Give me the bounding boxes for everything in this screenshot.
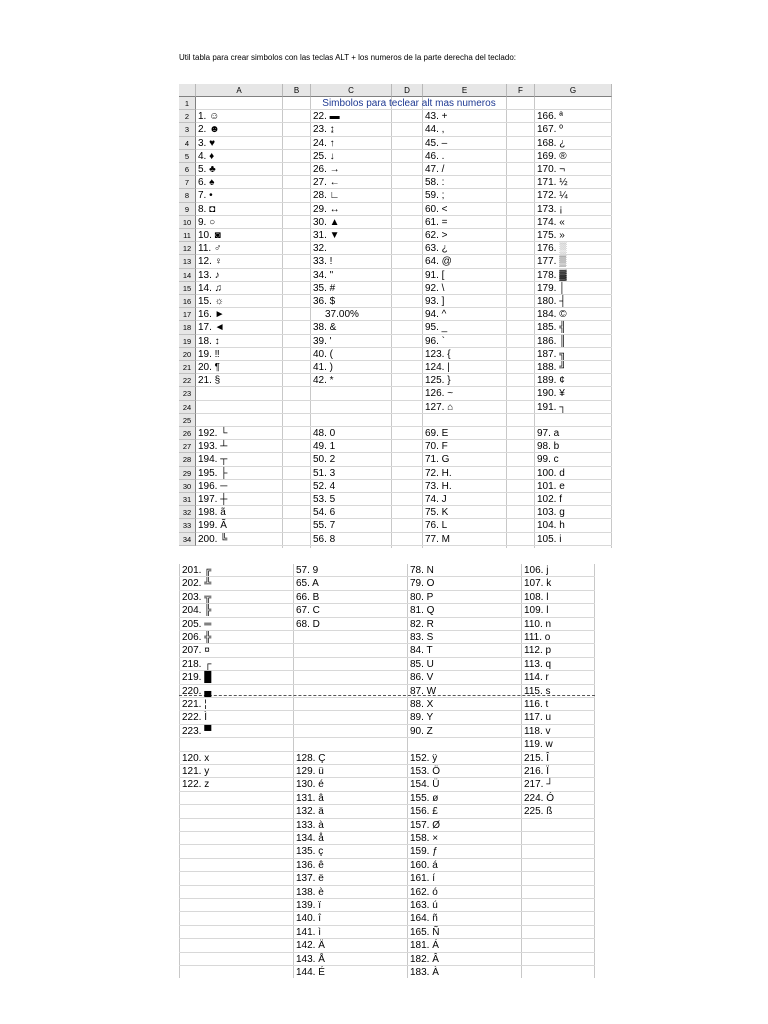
cell-c-3[interactable]: 23. ↨ (313, 124, 335, 136)
cell-g-30[interactable]: 101. e (537, 480, 565, 492)
cell-g-28[interactable]: 99. c (537, 454, 559, 466)
cell-a-10[interactable]: 9. ○ (198, 216, 216, 228)
cell-g-14[interactable]: 178. ▓ (537, 269, 567, 281)
cell-a-30[interactable]: 196. ─ (198, 480, 228, 492)
cell-col3-29[interactable]: 181. Á (410, 940, 439, 952)
row-header-19[interactable]: 19 (179, 335, 196, 348)
cell-c-18[interactable]: 38. & (313, 322, 337, 334)
cell-a-6[interactable]: 5. ♣ (198, 164, 216, 175)
cell-col2-20[interactable]: 133. à (296, 819, 324, 831)
cell-e-17[interactable]: 94. ^ (425, 309, 447, 321)
cell-c-9[interactable]: 29. ↔ (313, 203, 340, 215)
cell-c-4[interactable]: 24. ↑ (313, 137, 335, 149)
cell-a-33[interactable]: 199. Ã (198, 520, 227, 532)
cell-g-34[interactable]: 105. i (537, 533, 562, 545)
row-header-32[interactable]: 32 (179, 506, 196, 519)
cell-a-21[interactable]: 20. ¶ (198, 362, 221, 373)
cell-col2-31[interactable]: 144. É (296, 967, 325, 978)
cell-g-9[interactable]: 173. ¡ (537, 203, 563, 215)
cell-col1-6[interactable]: 206. ╬ (182, 632, 212, 643)
cell-e-21[interactable]: 124. | (425, 362, 450, 373)
cell-col4-8[interactable]: 113. q (524, 658, 552, 670)
row-header-17[interactable]: 17 (179, 308, 196, 321)
grid-row-line (179, 898, 595, 899)
cell-col3-26[interactable]: 163. ú (410, 900, 438, 911)
row-header-20[interactable]: 20 (179, 348, 196, 361)
cell-col3-4[interactable]: 81. Q (410, 605, 435, 617)
cell-col3-2[interactable]: 79. O (410, 578, 435, 590)
cell-c-26[interactable]: 48. 0 (313, 428, 336, 439)
row-header-30[interactable]: 30 (179, 480, 196, 493)
cell-col1-15[interactable]: 120. x (182, 752, 210, 764)
cell-g-7[interactable]: 171. ½ (537, 177, 568, 189)
cell-e-20[interactable]: 123. { (425, 348, 451, 360)
cell-a-20[interactable]: 19. ‼ (198, 348, 220, 360)
cell-a-29[interactable]: 195. ├ (198, 467, 228, 479)
cell-e-32[interactable]: 75. K (425, 507, 449, 519)
column-header-d[interactable]: D (392, 84, 423, 97)
row-header-27[interactable]: 27 (179, 440, 196, 453)
grid-row-line (179, 831, 595, 832)
cell-e-19[interactable]: 96. ` (425, 335, 446, 347)
cell-col2-17[interactable]: 130. é (296, 779, 324, 791)
row-header-2[interactable]: 2 (179, 110, 196, 123)
cell-col4-2[interactable]: 107. k (524, 578, 552, 590)
cell-g-5[interactable]: 169. ® (537, 150, 567, 162)
cell-col1-13[interactable]: 223. ▀ (182, 725, 212, 737)
cell-col3-15[interactable]: 152. ÿ (410, 752, 438, 764)
cell-g-13[interactable]: 177. ▒ (537, 256, 567, 268)
cell-e-29[interactable]: 72. H. (425, 467, 452, 479)
cell-col4-10[interactable]: 115. s (524, 685, 551, 697)
cell-col3-21[interactable]: 158. × (410, 833, 439, 844)
cell-c-7[interactable]: 27. ← (313, 177, 340, 189)
row-header-4[interactable]: 4 (179, 137, 196, 150)
cell-col3-13[interactable]: 90. Z (410, 725, 433, 737)
row-header-9[interactable]: 9 (179, 203, 196, 216)
cell-g-31[interactable]: 102. f (537, 494, 563, 505)
column-header-c[interactable]: C (311, 84, 392, 97)
cell-col4-7[interactable]: 112. p (524, 645, 552, 657)
cell-col2-29[interactable]: 142. Ä (296, 940, 325, 952)
cell-col3-10[interactable]: 87. W (410, 685, 437, 697)
cell-col4-4[interactable]: 109. l (524, 605, 549, 617)
row-header-16[interactable]: 16 (179, 295, 196, 308)
cell-col2-27[interactable]: 140. î (296, 913, 322, 925)
cell-e-6[interactable]: 47. / (425, 164, 445, 175)
cell-col4-9[interactable]: 114. r (524, 672, 549, 684)
spreadsheet-top (179, 84, 612, 548)
cell-col3-27[interactable]: 164. ñ (410, 913, 438, 925)
cell-c-15[interactable]: 35. # (313, 282, 336, 294)
cell-e-22[interactable]: 125. } (425, 375, 451, 387)
cell-col3-23[interactable]: 160. á (410, 859, 438, 871)
grid-row-line (179, 858, 595, 859)
cell-col2-2[interactable]: 65. A (296, 578, 319, 590)
grid-row-line (179, 965, 595, 966)
cell-a-11[interactable]: 10. ◙ (198, 230, 221, 241)
cell-c-29[interactable]: 51. 3 (313, 467, 336, 479)
cell-col1-17[interactable]: 122. z (182, 779, 210, 791)
cell-col3-5[interactable]: 82. R (410, 618, 434, 630)
cell-e-2[interactable]: 43. + (425, 111, 448, 123)
cell-col2-15[interactable]: 128. Ç (296, 752, 326, 764)
cell-e-10[interactable]: 61. = (425, 216, 448, 228)
cell-e-8[interactable]: 59. ; (425, 190, 445, 202)
cell-e-12[interactable]: 63. ¿ (425, 243, 448, 255)
cell-col3-18[interactable]: 155. ø (410, 792, 439, 804)
cell-c-34[interactable]: 56. 8 (313, 533, 336, 545)
cell-col4-1[interactable]: 106. j (524, 565, 549, 576)
grid-row-line (179, 938, 595, 939)
column-header-b[interactable]: B (283, 84, 311, 97)
row-header-12[interactable]: 12 (179, 242, 196, 255)
row-header-8[interactable]: 8 (179, 189, 196, 202)
cell-e-33[interactable]: 76. L (425, 520, 448, 532)
cell-col4-6[interactable]: 111. o (524, 632, 551, 643)
row-header-1[interactable]: 1 (179, 97, 196, 110)
caption: Util tabla para crear simbolos con las teclas ALT + los numeros de la parte derecha del teclado: (179, 53, 516, 62)
cell-a-14[interactable]: 13. ♪ (198, 269, 220, 281)
cell-c-16[interactable]: 36. $ (313, 296, 336, 307)
row-header-5[interactable]: 5 (179, 150, 196, 163)
cell-a-4[interactable]: 3. ♥ (198, 137, 216, 149)
cell-a-7[interactable]: 6. ♠ (198, 177, 215, 189)
cell-c-28[interactable]: 50. 2 (313, 454, 336, 466)
cell-g-19[interactable]: 186. ║ (537, 335, 567, 347)
grid-row-line (179, 844, 595, 845)
cell-e-30[interactable]: 73. H. (425, 480, 452, 492)
cell-col3-17[interactable]: 154. Ü (410, 779, 440, 791)
cell-col3-28[interactable]: 165. Ñ (410, 926, 440, 938)
cell-col4-5[interactable]: 110. n (524, 618, 552, 630)
cell-c-21[interactable]: 41. ) (313, 362, 334, 373)
grid-row-line (179, 871, 595, 872)
cell-col2-25[interactable]: 138. è (296, 886, 324, 898)
cell-g-32[interactable]: 103. g (537, 507, 565, 519)
cell-col2-3[interactable]: 66. B (296, 591, 320, 603)
row-header-21[interactable]: 21 (179, 361, 196, 374)
cell-c-17[interactable]: 37.00% (325, 309, 359, 321)
cell-col4-13[interactable]: 118. v (524, 725, 551, 737)
cell-col4-12[interactable]: 117. u (524, 712, 552, 724)
cell-col2-5[interactable]: 68. D (296, 618, 320, 630)
cell-a-12[interactable]: 11. ♂ (198, 243, 222, 255)
cell-a-22[interactable]: 21. § (198, 375, 221, 387)
cell-col3-7[interactable]: 84. T (410, 645, 433, 657)
cell-col2-21[interactable]: 134. å (296, 833, 324, 844)
cell-g-2[interactable]: 166. ª (537, 111, 563, 123)
cell-col1-10[interactable]: 220. ▄ (182, 685, 212, 697)
row-header-6[interactable]: 6 (179, 163, 196, 176)
cell-col3-3[interactable]: 80. P (410, 591, 434, 603)
cell-col1-12[interactable]: 222. Ì (182, 712, 208, 724)
cell-g-20[interactable]: 187. ╗ (537, 348, 567, 360)
cell-c-32[interactable]: 54. 6 (313, 507, 336, 519)
cell-col3-19[interactable]: 156. £ (410, 806, 438, 818)
cell-g-10[interactable]: 174. « (537, 216, 565, 228)
cell-col3-20[interactable]: 157. Ø (410, 819, 441, 831)
spreadsheet-bottom (179, 564, 595, 978)
cell-col1-5[interactable]: 205. ═ (182, 618, 212, 630)
row-header-14[interactable]: 14 (179, 269, 196, 282)
cell-g-16[interactable]: 180. ┤ (537, 296, 567, 307)
cell-c-33[interactable]: 55. 7 (313, 520, 336, 532)
row-header-7[interactable]: 7 (179, 176, 196, 189)
row-header-11[interactable]: 11 (179, 229, 196, 242)
cell-col2-30[interactable]: 143. Å (296, 953, 325, 965)
cell-col4-18[interactable]: 224. Ó (524, 792, 555, 804)
cell-col1-1[interactable]: 201. ╔ (182, 565, 212, 576)
cell-a-34[interactable]: 200. ╚ (198, 533, 228, 545)
cell-g-33[interactable]: 104. h (537, 520, 565, 532)
grid-column-line (282, 97, 283, 548)
cell-e-34[interactable]: 77. M (425, 533, 451, 545)
cell-col2-23[interactable]: 136. ê (296, 859, 324, 871)
cell-col4-15[interactable]: 215. Î (524, 752, 550, 764)
cell-g-21[interactable]: 188. ╝ (537, 362, 567, 373)
cell-a-8[interactable]: 7. • (198, 190, 213, 202)
cell-a-2[interactable]: 1. ☺ (198, 111, 220, 123)
cell-c-12[interactable]: 32. (313, 243, 327, 255)
row-header-31[interactable]: 31 (179, 493, 196, 506)
cell-c-6[interactable]: 26. → (313, 164, 340, 175)
grid-column-line (594, 564, 595, 978)
cell-c-8[interactable]: 28. ∟ (313, 190, 340, 202)
cell-e-13[interactable]: 64. @ (425, 256, 452, 268)
cell-g-3[interactable]: 167. º (537, 124, 563, 136)
cell-col3-22[interactable]: 159. ƒ (410, 846, 438, 858)
cell-col2-19[interactable]: 132. ä (296, 806, 324, 818)
row-header-28[interactable]: 28 (179, 453, 196, 466)
corner-header (179, 84, 196, 97)
cell-g-17[interactable]: 184. © (537, 309, 567, 321)
grid-row-line (179, 925, 595, 926)
cell-e-14[interactable]: 91. [ (425, 269, 445, 281)
cell-e-11[interactable]: 62. > (425, 230, 448, 241)
cell-col2-24[interactable]: 137. ë (296, 873, 324, 885)
column-header-a[interactable]: A (196, 84, 283, 97)
row-header-33[interactable]: 33 (179, 519, 196, 532)
cell-c-30[interactable]: 52. 4 (313, 480, 336, 492)
cell-e-4[interactable]: 45. – (425, 137, 448, 149)
cell-c-2[interactable]: 22. ▬ (313, 111, 340, 123)
cell-g-26[interactable]: 97. a (537, 428, 560, 439)
cell-c-5[interactable]: 25. ↓ (313, 150, 335, 162)
cell-col3-30[interactable]: 182. Â (410, 953, 439, 965)
cell-col2-16[interactable]: 129. ü (296, 766, 324, 777)
cell-a-31[interactable]: 197. ┼ (198, 494, 228, 505)
grid-column-line (506, 97, 507, 548)
cell-col3-16[interactable]: 153. Ö (410, 766, 441, 777)
cell-col3-9[interactable]: 86. V (410, 672, 434, 684)
row-header-23[interactable]: 23 (179, 387, 196, 400)
cell-col3-25[interactable]: 162. ó (410, 886, 438, 898)
grid-row-line (179, 952, 595, 953)
cell-e-16[interactable]: 93. ] (425, 296, 445, 307)
cell-e-7[interactable]: 58. : (425, 177, 445, 189)
cell-c-20[interactable]: 40. ( (313, 348, 334, 360)
cell-g-11[interactable]: 175. » (537, 230, 565, 241)
cell-e-23[interactable]: 126. ~ (425, 388, 454, 400)
cell-c-19[interactable]: 39. ' (313, 335, 332, 347)
cell-col1-4[interactable]: 204. ╠ (182, 605, 212, 617)
cell-a-27[interactable]: 193. ┴ (198, 441, 228, 453)
cell-e-26[interactable]: 69. E (425, 428, 449, 439)
row-header-15[interactable]: 15 (179, 282, 196, 295)
cell-col2-4[interactable]: 67. C (296, 605, 320, 617)
cell-e-31[interactable]: 74. J (425, 494, 447, 505)
cell-g-29[interactable]: 100. d (537, 467, 565, 479)
cell-col1-7[interactable]: 207. ¤ (182, 645, 210, 657)
row-header-34[interactable]: 34 (179, 533, 196, 546)
cell-col3-6[interactable]: 83. S (410, 632, 434, 643)
column-header-g[interactable]: G (535, 84, 612, 97)
cell-a-3[interactable]: 2. ☻ (198, 124, 220, 136)
cell-col4-3[interactable]: 108. l (524, 591, 549, 603)
cell-g-23[interactable]: 190. ¥ (537, 388, 565, 400)
cell-a-16[interactable]: 15. ☼ (198, 296, 224, 307)
cell-col2-22[interactable]: 135. ç (296, 846, 324, 858)
cell-a-9[interactable]: 8. ◘ (198, 203, 216, 215)
cell-col3-1[interactable]: 78. N (410, 565, 434, 576)
cell-a-19[interactable]: 18. ↕ (198, 335, 220, 347)
cell-c-10[interactable]: 30. ▲ (313, 216, 340, 228)
row-header-24[interactable]: 24 (179, 401, 196, 414)
cell-col3-24[interactable]: 161. í (410, 873, 436, 885)
cell-a-26[interactable]: 192. └ (198, 428, 228, 439)
cell-c-14[interactable]: 34. " (313, 269, 334, 281)
cell-g-4[interactable]: 168. ¿ (537, 137, 566, 149)
cell-col4-19[interactable]: 225. ß (524, 806, 553, 818)
cell-col4-17[interactable]: 217. ┘ (524, 779, 554, 791)
sheet-title: Simbolos para teclear alt mas numeros (322, 98, 496, 109)
cell-g-22[interactable]: 189. ¢ (537, 375, 565, 387)
cell-g-15[interactable]: 179. │ (537, 282, 566, 294)
cell-g-8[interactable]: 172. ¼ (537, 190, 568, 202)
cell-col3-11[interactable]: 88. X (410, 699, 434, 710)
cell-c-11[interactable]: 31. ▼ (313, 230, 340, 241)
cell-col2-26[interactable]: 139. ï (296, 900, 322, 911)
cell-a-5[interactable]: 4. ♦ (198, 150, 215, 162)
cell-g-12[interactable]: 176. ░ (537, 243, 567, 255)
cell-e-15[interactable]: 92. \ (425, 282, 445, 294)
row-header-3[interactable]: 3 (179, 123, 196, 136)
row-header-18[interactable]: 18 (179, 321, 196, 334)
cell-col1-9[interactable]: 219. █ (182, 672, 212, 684)
cell-col3-12[interactable]: 89. Y (410, 712, 434, 724)
cell-g-24[interactable]: 191. ┐ (537, 401, 567, 413)
row-header-22[interactable]: 22 (179, 374, 196, 387)
cell-e-18[interactable]: 95. _ (425, 322, 448, 334)
cell-col4-11[interactable]: 116. t (524, 699, 549, 710)
cell-col4-16[interactable]: 216. Ï (524, 766, 550, 777)
cell-e-28[interactable]: 71. G (425, 454, 450, 466)
row-header-25[interactable]: 25 (179, 414, 196, 427)
cell-e-5[interactable]: 46. . (425, 150, 445, 162)
cell-g-18[interactable]: 185. ╣ (537, 322, 567, 334)
grid-column-line (391, 97, 392, 548)
row-header-10[interactable]: 10 (179, 216, 196, 229)
cell-a-32[interactable]: 198. ã (198, 507, 226, 519)
cell-col3-8[interactable]: 85. U (410, 658, 434, 670)
cell-e-27[interactable]: 70. F (425, 441, 448, 453)
cell-a-15[interactable]: 14. ♫ (198, 282, 223, 294)
row-header-29[interactable]: 29 (179, 467, 196, 480)
cell-a-17[interactable]: 16. ► (198, 309, 225, 321)
cell-e-24[interactable]: 127. ⌂ (425, 401, 454, 413)
cell-c-31[interactable]: 53. 5 (313, 494, 336, 505)
cell-col2-1[interactable]: 57. 9 (296, 565, 319, 576)
cell-g-27[interactable]: 98. b (537, 441, 560, 453)
grid-row-line (179, 911, 595, 912)
cell-col1-16[interactable]: 121. y (182, 766, 210, 777)
column-header-e[interactable]: E (423, 84, 507, 97)
cell-col3-31[interactable]: 183. À (410, 967, 439, 978)
row-header-13[interactable]: 13 (179, 255, 196, 268)
cell-col1-3[interactable]: 203. ╦ (182, 591, 212, 603)
cell-col2-18[interactable]: 131. â (296, 792, 324, 804)
row-header-26[interactable]: 26 (179, 427, 196, 440)
cell-col1-11[interactable]: 221. ¦ (182, 699, 207, 710)
cell-c-27[interactable]: 49. 1 (313, 441, 336, 453)
cell-c-22[interactable]: 42. * (313, 375, 334, 387)
cell-c-13[interactable]: 33. ! (313, 256, 333, 268)
cell-a-18[interactable]: 17. ◄ (198, 322, 225, 334)
cell-col1-8[interactable]: 218. ┌ (182, 658, 212, 670)
column-header-f[interactable]: F (507, 84, 535, 97)
cell-e-9[interactable]: 60. < (425, 203, 448, 215)
cell-e-3[interactable]: 44. , (425, 124, 445, 136)
cell-col1-2[interactable]: 202. ╩ (182, 578, 212, 590)
cell-col2-28[interactable]: 141. ì (296, 926, 322, 938)
grid-column-line (611, 97, 612, 548)
cell-col4-14[interactable]: 119. w (524, 739, 553, 751)
cell-a-13[interactable]: 12. ♀ (198, 256, 223, 268)
cell-a-28[interactable]: 194. ┬ (198, 454, 228, 466)
grid-row-line (179, 885, 595, 886)
cell-g-6[interactable]: 170. ¬ (537, 164, 566, 175)
